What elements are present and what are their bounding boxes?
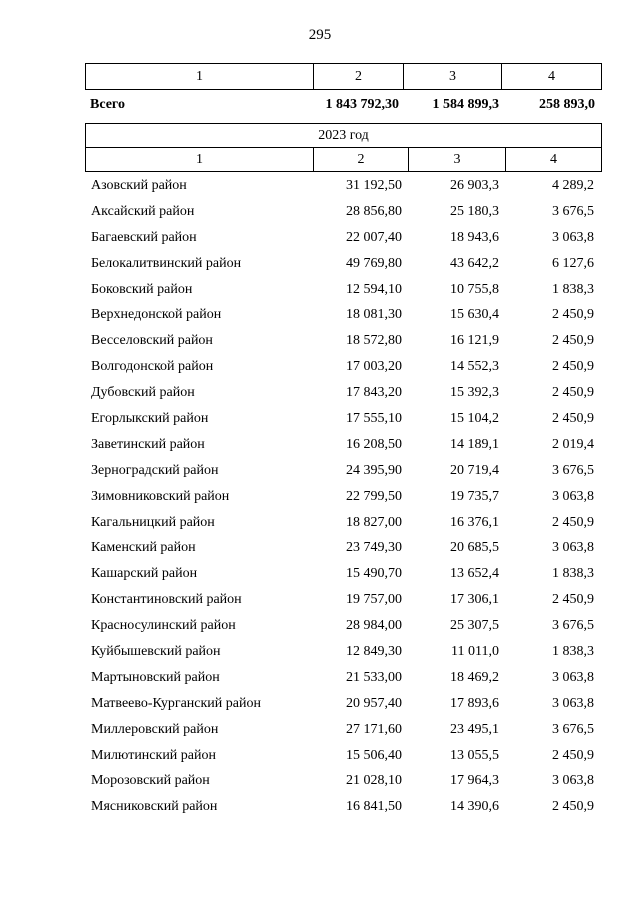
table-row (85, 746, 601, 772)
value-col-4: 2 019,4 (552, 436, 594, 452)
value-col-4: 1 838,3 (552, 644, 594, 660)
district-name: Аксайский район (91, 203, 195, 219)
value-col-2: 31 192,50 (346, 178, 402, 193)
table-row (85, 383, 601, 409)
table-row (85, 694, 601, 720)
district-name: Куйбышевский район (91, 644, 221, 660)
value-col-2: 22 799,50 (346, 488, 402, 504)
value-col-3: 16 121,9 (450, 333, 499, 349)
table-row (85, 513, 601, 539)
table-row (85, 642, 601, 668)
table-row (85, 280, 601, 306)
value-col-2: 12 594,10 (346, 281, 402, 297)
district-name: Азовский район (91, 178, 187, 193)
value-col-4: 2 450,9 (552, 799, 594, 815)
district-name: Белокалитвинский район (91, 255, 242, 271)
table-row (85, 228, 601, 254)
value-col-2: 17 003,20 (346, 359, 402, 375)
total-col-3: 1 584 899,3 (432, 97, 499, 112)
district-name: Кашарский район (91, 566, 198, 582)
district-name: Багаевский район (91, 229, 197, 245)
value-col-2: 24 395,90 (346, 462, 402, 478)
header-row (86, 148, 602, 172)
value-col-4: 3 676,5 (552, 618, 594, 634)
value-col-3: 20 685,5 (450, 540, 499, 556)
district-name: Морозовский район (91, 773, 210, 789)
column-number-header (85, 63, 602, 90)
value-col-2: 17 555,10 (346, 411, 402, 427)
value-col-3: 19 735,7 (450, 488, 499, 504)
value-col-3: 43 642,2 (450, 255, 499, 271)
value-col-3: 23 495,1 (450, 721, 499, 737)
district-name: Егорлыкский район (91, 411, 209, 427)
header-col-4: 4 (502, 64, 602, 90)
district-name: Каменский район (91, 540, 196, 556)
value-col-3: 25 180,3 (450, 203, 499, 219)
total-col-4: 258 893,0 (539, 97, 595, 112)
value-col-4: 4 289,2 (552, 178, 594, 193)
table-row (85, 771, 601, 797)
value-col-3: 15 630,4 (450, 307, 499, 323)
value-col-3: 18 469,2 (450, 669, 499, 685)
value-col-2: 21 533,00 (346, 669, 402, 685)
value-col-2: 15 506,40 (346, 747, 402, 763)
header-col-3: 3 (404, 64, 502, 90)
value-col-4: 1 838,3 (552, 281, 594, 297)
total-label: Всего (90, 97, 125, 112)
value-col-4: 2 450,9 (552, 307, 594, 323)
header-row (86, 64, 602, 90)
district-name: Константиновский район (91, 592, 242, 608)
value-col-3: 15 392,3 (450, 385, 499, 401)
value-col-3: 14 552,3 (450, 359, 499, 375)
district-name: Милютинский район (91, 747, 217, 763)
value-col-2: 18 572,80 (346, 333, 402, 349)
value-col-4: 2 450,9 (552, 359, 594, 375)
table-row (85, 435, 601, 461)
value-col-4: 3 676,5 (552, 203, 594, 219)
district-name: Кагальницкий район (91, 514, 215, 530)
value-col-3: 15 104,2 (450, 411, 499, 427)
page-number: 295 (308, 27, 332, 43)
value-col-4: 2 450,9 (552, 514, 594, 530)
district-table-body (85, 176, 601, 823)
district-name: Мясниковский район (91, 799, 218, 815)
value-col-3: 17 964,3 (450, 773, 499, 789)
value-col-2: 22 007,40 (346, 229, 402, 245)
table-row (85, 616, 601, 642)
district-name: Зерноградский район (91, 462, 219, 478)
district-name: Красносулинский район (91, 618, 236, 634)
value-col-2: 23 749,30 (346, 540, 402, 556)
table-row (85, 720, 601, 746)
value-col-3: 17 893,6 (450, 695, 499, 711)
district-name: Дубовский район (91, 385, 195, 401)
value-col-3: 18 943,6 (450, 229, 499, 245)
header-col-3: 3 (409, 148, 506, 172)
value-col-2: 17 843,20 (346, 385, 402, 401)
value-col-4: 3 063,8 (552, 773, 594, 789)
value-col-3: 17 306,1 (450, 592, 499, 608)
district-name: Верхнедонской район (91, 307, 222, 323)
table-row (85, 409, 601, 435)
district-name: Матвеево-Курганский район (91, 695, 261, 711)
value-col-4: 2 450,9 (552, 747, 594, 763)
table-row (85, 176, 601, 202)
value-col-3: 13 055,5 (450, 747, 499, 763)
total-row (85, 94, 601, 116)
table-row (85, 461, 601, 487)
table-row (85, 797, 601, 823)
district-name: Миллеровский район (91, 721, 219, 737)
header-col-2: 2 (314, 64, 404, 90)
table-row (85, 357, 601, 383)
value-col-2: 27 171,60 (346, 721, 402, 737)
value-col-2: 18 827,00 (346, 514, 402, 530)
value-col-3: 26 903,3 (450, 178, 499, 193)
value-col-3: 13 652,4 (450, 566, 499, 582)
table-row (85, 331, 601, 357)
table-row (85, 202, 601, 228)
value-col-2: 18 081,30 (346, 307, 402, 323)
value-col-2: 28 856,80 (346, 203, 402, 219)
value-col-2: 20 957,40 (346, 695, 402, 711)
value-col-2: 21 028,10 (346, 773, 402, 789)
value-col-4: 2 450,9 (552, 385, 594, 401)
value-col-2: 16 208,50 (346, 436, 402, 452)
district-name: Боковский район (91, 281, 193, 297)
value-col-4: 3 063,8 (552, 669, 594, 685)
district-name: Заветинский район (91, 436, 205, 452)
value-col-4: 3 063,8 (552, 488, 594, 504)
table-row (85, 590, 601, 616)
value-col-4: 3 063,8 (552, 695, 594, 711)
value-col-2: 28 984,00 (346, 618, 402, 634)
header-col-4: 4 (506, 148, 602, 172)
district-name: Волгодонской район (91, 359, 214, 375)
value-col-4: 3 676,5 (552, 462, 594, 478)
value-col-3: 11 011,0 (451, 644, 499, 660)
header-col-1: 1 (86, 64, 314, 90)
year-header (85, 123, 602, 172)
value-col-2: 19 757,00 (346, 592, 402, 608)
value-col-3: 10 755,8 (450, 281, 499, 297)
year-label: 2023 год (86, 124, 602, 148)
value-col-4: 3 676,5 (552, 721, 594, 737)
table-row (85, 564, 601, 590)
value-col-2: 12 849,30 (346, 644, 402, 660)
table-row (85, 668, 601, 694)
value-col-4: 1 838,3 (552, 566, 594, 582)
value-col-4: 2 450,9 (552, 411, 594, 427)
value-col-4: 2 450,9 (552, 333, 594, 349)
district-name: Зимовниковский район (91, 488, 230, 504)
value-col-2: 49 769,80 (346, 255, 402, 271)
value-col-4: 3 063,8 (552, 229, 594, 245)
district-name: Мартыновский район (91, 669, 220, 685)
table-row (85, 487, 601, 513)
table-row (85, 254, 601, 280)
value-col-4: 6 127,6 (552, 255, 594, 271)
year-row (86, 124, 602, 148)
value-col-3: 16 376,1 (450, 514, 499, 530)
header-col-1: 1 (86, 148, 314, 172)
value-col-3: 20 719,4 (450, 462, 499, 478)
header-col-2: 2 (314, 148, 409, 172)
table-row (85, 305, 601, 331)
table-row (85, 538, 601, 564)
district-name: Весселовский район (91, 333, 213, 349)
value-col-2: 15 490,70 (346, 566, 402, 582)
value-col-3: 14 189,1 (450, 436, 499, 452)
value-col-4: 3 063,8 (552, 540, 594, 556)
value-col-3: 25 307,5 (450, 618, 499, 634)
value-col-4: 2 450,9 (552, 592, 594, 608)
total-col-2: 1 843 792,30 (325, 97, 399, 112)
value-col-2: 16 841,50 (346, 799, 402, 815)
value-col-3: 14 390,6 (450, 799, 499, 815)
